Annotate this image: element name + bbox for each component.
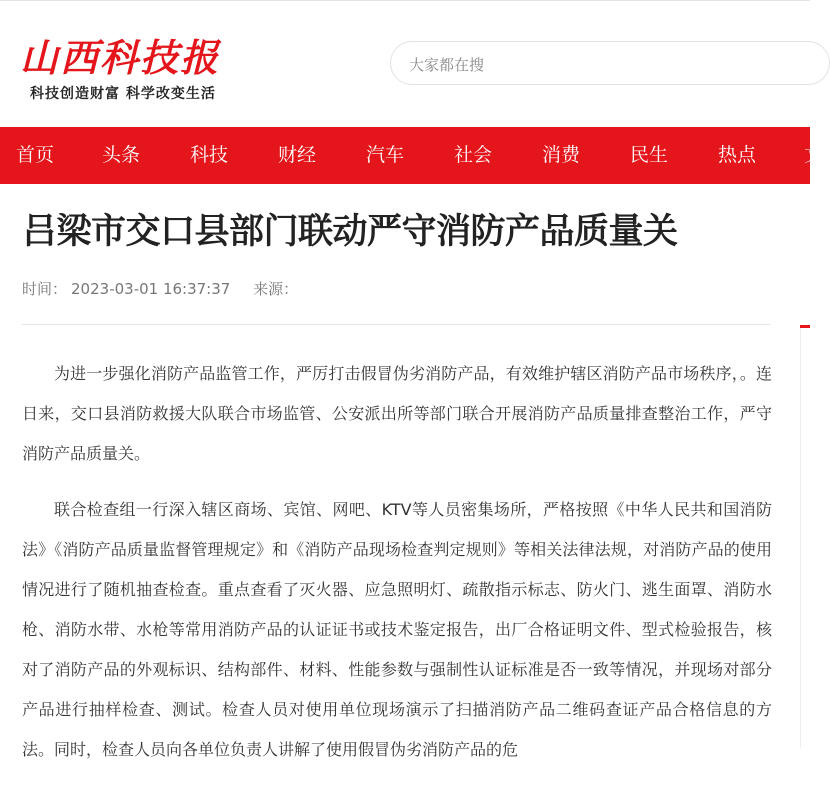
sidebar-border [800, 328, 801, 748]
nav-item-more[interactable]: 文 [804, 144, 824, 166]
sidebar-accent [800, 325, 810, 328]
nav-item-society[interactable]: 社会 [454, 144, 493, 166]
article-paragraph: 为进一步强化消防产品监管工作，严厉打击假冒伪劣消防产品，有效维护辖区消防产品市场秩序，。连日来，交口县消防救援大队联合市场监管、公安派出所等部门联合开展消防产品质量排查整治工作，严守消防产品质量关。 [22, 364, 772, 463]
article-title: 吕梁市交口县部门联动严守消防产品质量关 [22, 212, 678, 252]
nav-item-finance[interactable]: 财经 [278, 144, 317, 166]
nav-item-headlines[interactable]: 头条 [102, 144, 141, 166]
title-divider [22, 324, 770, 325]
logo-slogan: 科技创造财富 科学改变生活 [30, 86, 216, 102]
search-input[interactable] [407, 52, 791, 78]
site-header [0, 1, 810, 127]
nav-item-home[interactable]: 首页 [16, 144, 55, 166]
time-label: 时间： [22, 280, 68, 298]
nav-item-auto[interactable]: 汽车 [366, 144, 405, 166]
nav-item-tech[interactable]: 科技 [190, 144, 229, 166]
article-meta [22, 278, 306, 299]
site-logo[interactable] [20, 35, 260, 105]
logo-text: 山西科技报 [20, 35, 221, 80]
article-container [0, 184, 810, 759]
article-paragraph: 联合检查组一行深入辖区商场、宾馆、网吧、KTV等人员密集场所，严格按照《中华人民共和国消防法》《消防产品质量监督管理规定》和《消防产品现场检查判定规则》等相关法律法规，对消防产品的使用情况进行了随机抽查检查。重点查看了灭火器、应急照明灯、疏散指示标志、防火门、逃生面罩、消防水枪、消防水带、水枪等常用消防产品的认证证书或技术鉴定报告，出厂合格证明文件、型式检验报告，核对了消防产品的外观标识、结构部件、材料、性能参数与强制性认证标准是否一致等情况，并现场对部分产品进行抽样检查、测试。检查人员对使用单位现场演示了扫描消防产品二维码查证产品合格信息的方法。同时，检查人员向各单位负责人讲解了使用假冒伪劣消防产品的危 [22, 500, 772, 759]
nav-item-livelihood[interactable]: 民生 [630, 144, 669, 166]
nav-item-consumer[interactable]: 消费 [542, 144, 581, 166]
nav-item-hot[interactable]: 热点 [718, 144, 757, 166]
article-body [22, 354, 772, 786]
search-box[interactable] [390, 41, 830, 85]
main-nav [0, 127, 824, 184]
source-label: 来源： [253, 280, 299, 298]
publish-time: 2023-03-01 16:37:37 [71, 280, 231, 298]
